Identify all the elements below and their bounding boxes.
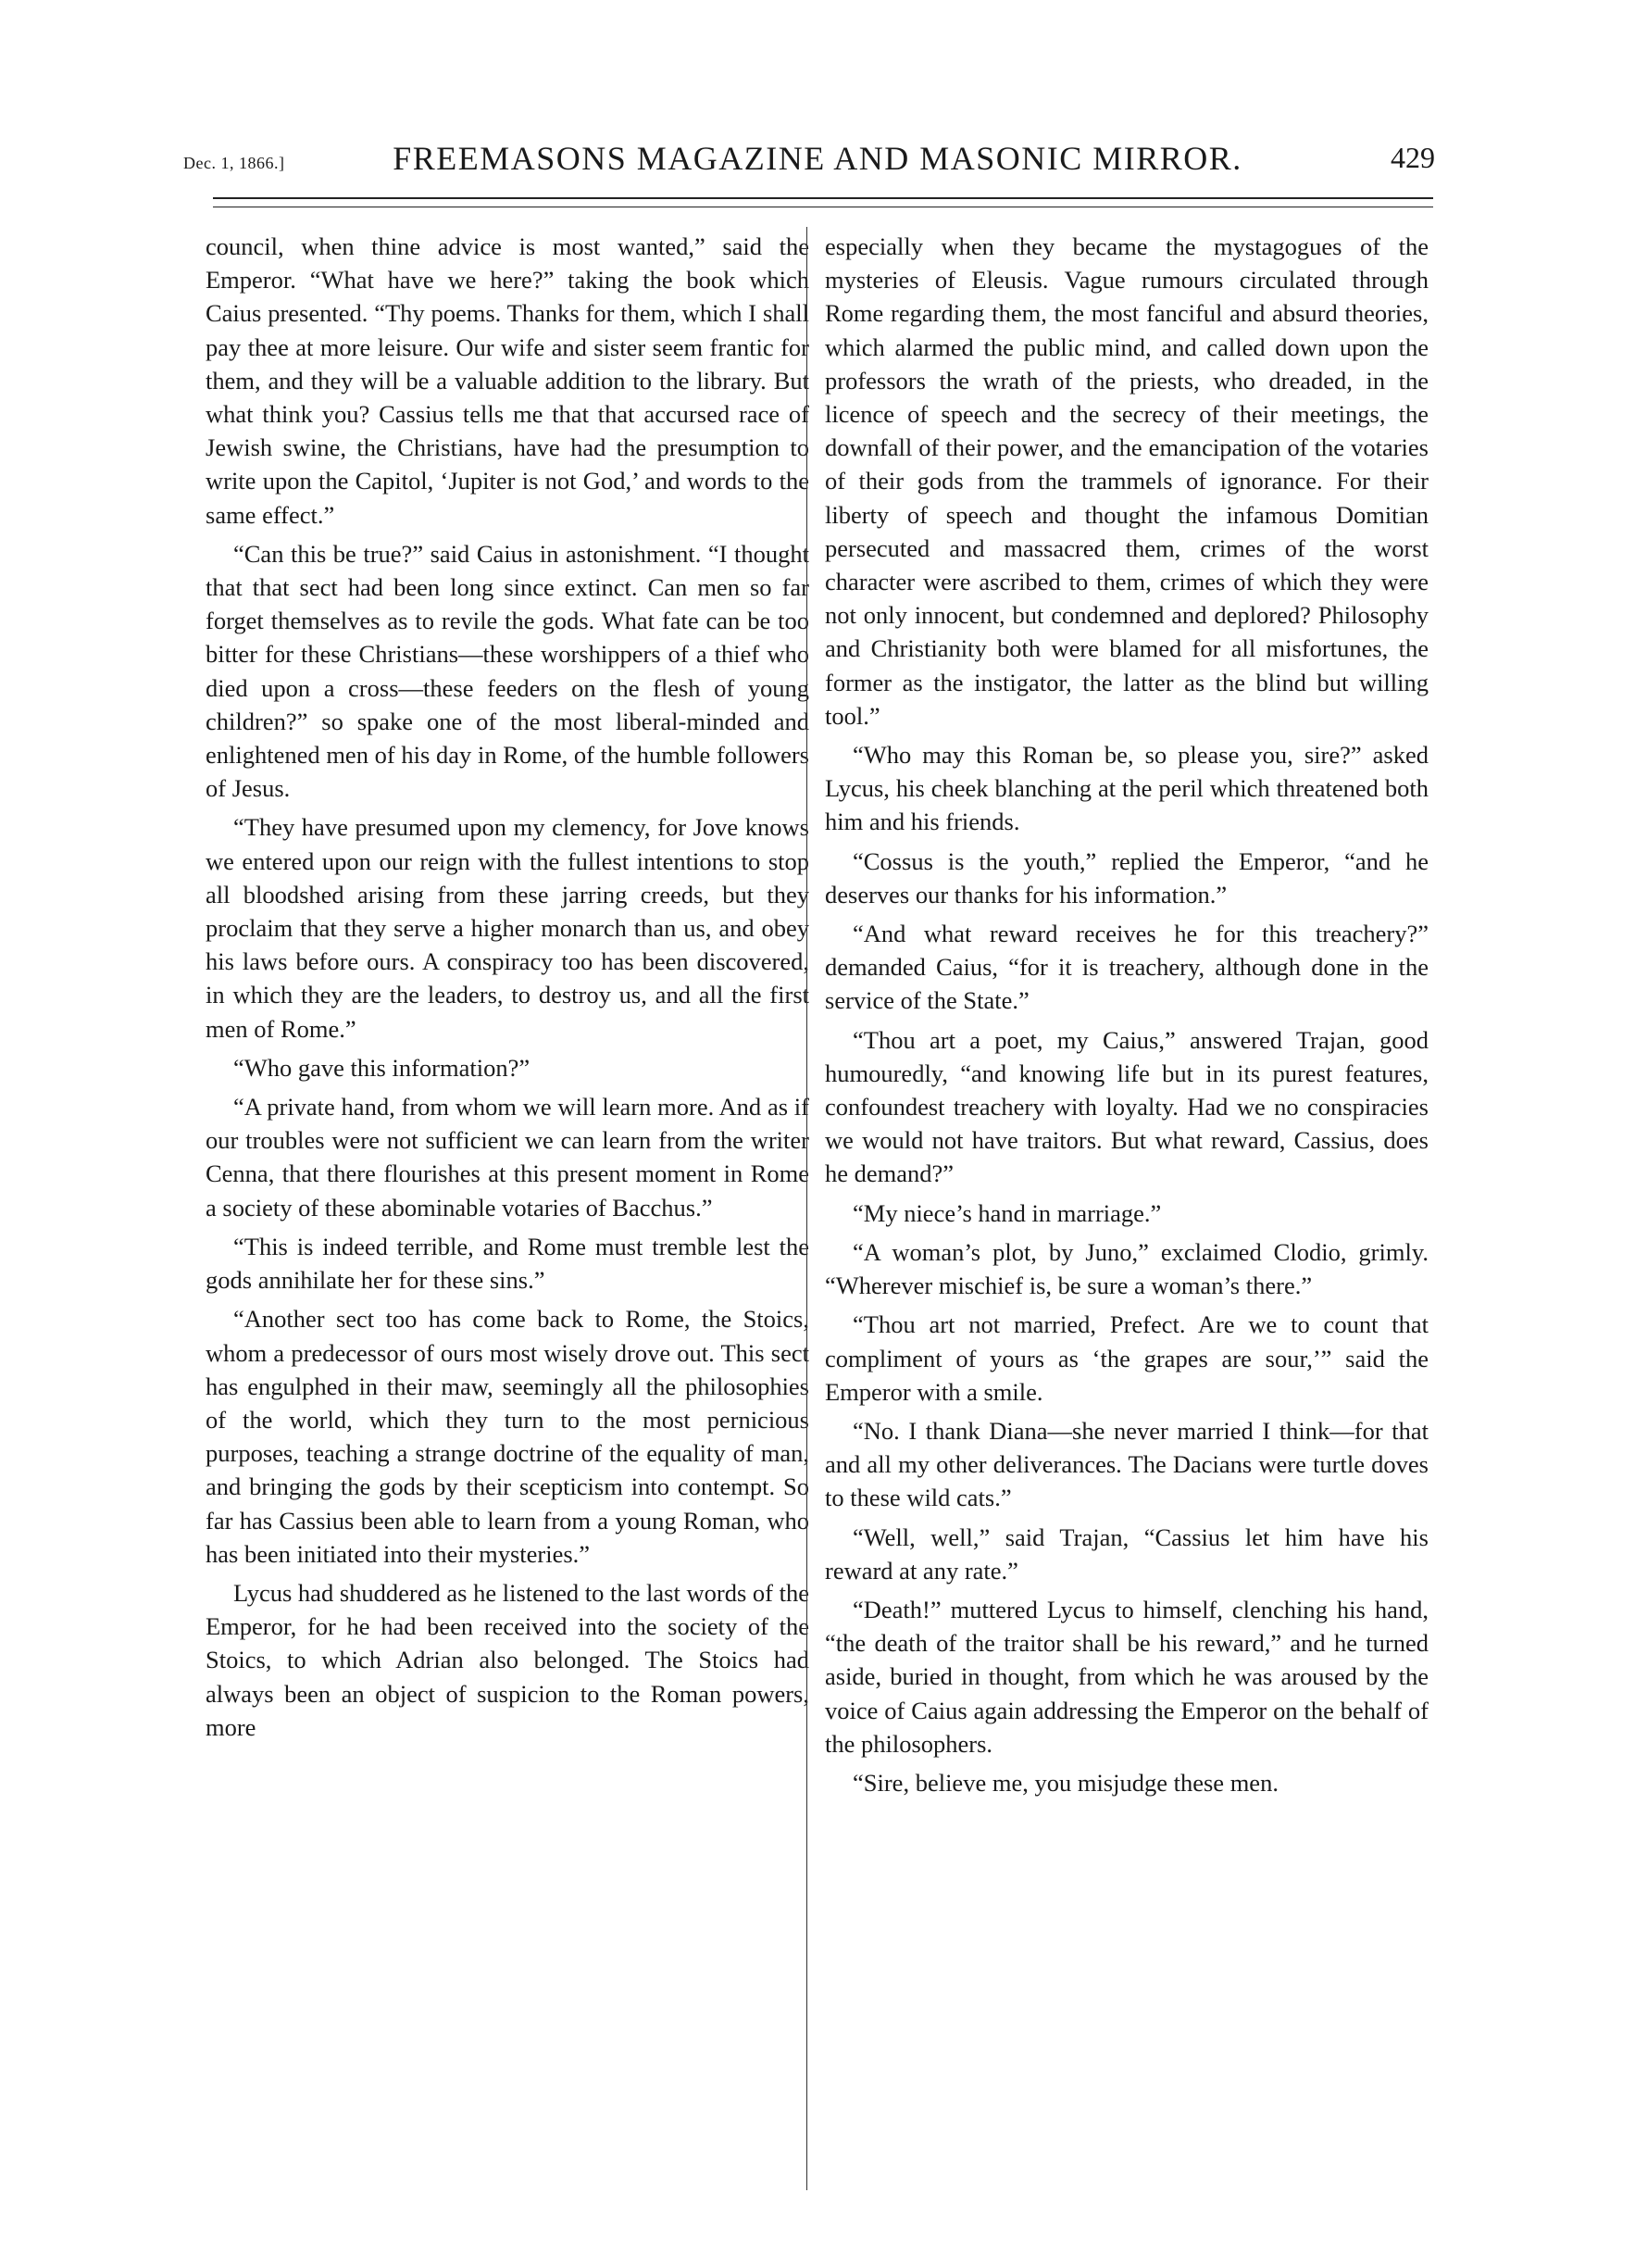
paragraph: “Another sect too has come back to Rome, the Stoics, whom a predecessor of ours most wisely drove out. This sect has engulphed in their maw, seemingly all the philosophies of the world, which they turn to the most pernicious purposes, teaching a strange doctrine of the equality of man, and bringing the gods by their scepticism into contempt. So far has Cassius been able to learn from a young Roman, who has been initiated into their mysteries.”	[206, 1305, 809, 1568]
paragraph: “Thou art not married, Prefect. Are we to count that compliment of yours as ‘the grapes are sour,’” said the Emperor with a smile.	[825, 1310, 1429, 1406]
left-column	[206, 230, 809, 1749]
paragraph: “They have presumed upon my clemency, for Jove knows we entered upon our reign with the fullest intentions to stop all bloodshed arising from these jarring creeds, but they proclaim that they serve a higher monarch than us, and obey his laws before ours. A conspiracy too has been discovered, in which they are the leaders, to destroy us, and all the first men of Rome.”	[206, 813, 809, 1043]
right-column	[825, 230, 1429, 1805]
paragraph: “My niece’s hand in marriage.”	[853, 1198, 1162, 1227]
paragraph: “Thou art a poet, my Caius,” answered Trajan, good humouredly, “and knowing life but in its purest features, confoundest treachery with loyalty. Had we no conspiracies we would not have traitors. But what reward, Cassius, does he demand?”	[825, 1025, 1429, 1188]
paragraph: “A woman’s plot, by Juno,” exclaimed Clodio, grimly. “Wherever mischief is, be sure a woman’s there.”	[825, 1237, 1429, 1300]
paragraph: “A private hand, from whom we will learn more. And as if our troubles were not sufficient we can learn from the writer Cenna, that there flourishes at this present moment in Rome a society of these abominable votaries of Bacchus.”	[206, 1093, 809, 1222]
paragraph: “This is indeed terrible, and Rome must tremble lest the gods annihilate her for these sins.”	[206, 1232, 809, 1295]
header-rule-thick	[213, 197, 1433, 199]
magazine-title: FREEMASONS MAGAZINE AND MASONIC MIRROR.	[393, 140, 1242, 177]
paragraph: Lycus had shuddered as he listened to the last words of the Emperor, for he had been received into the society of the Stoics, to which Adrian also belonged. The Stoics had always been an object of suspicion to the Roman powers, more	[206, 1578, 809, 1741]
paragraph: “No. I thank Diana—she never married I think—for that and all my other deliverances. The Dacians were turtle doves to these wild cats.”	[825, 1416, 1429, 1512]
paragraph: “Well, well,” said Trajan, “Cassius let him have his reward at any rate.”	[825, 1522, 1429, 1585]
page-number: 429	[1391, 141, 1435, 174]
paragraph: especially when they became the mystagogues of the mysteries of Eleusis. Vague rumours circulated through Rome regarding them, the most fanciful and absurd theories, which alarmed the public mind, and called down upon the professors the wrath of the priests, who dreaded, in the licence of speech and the secrecy of their meetings, the downfall of their power, and the emancipation of the votaries of their gods from the trammels of ignorance. For their liberty of speech and thought the infamous Domitian persecuted and massacred them, crimes of the worst character were ascribed to them, crimes of which they were not only innocent, but condemned and deplored? Philosophy and Christianity both were blamed for all misfortunes, the former as the instigator, the latter as the blind but willing tool.”	[825, 232, 1429, 730]
paragraph: “Cossus is the youth,” replied the Emperor, “and he deserves our thanks for his information.”	[825, 846, 1429, 908]
issue-date: Dec. 1, 1866.]	[183, 154, 285, 172]
column-divider	[806, 227, 807, 2190]
paragraph: “Sire, believe me, you misjudge these men.	[853, 1768, 1279, 1797]
paragraph: “Who gave this information?”	[233, 1053, 530, 1082]
paragraph: “Who may this Roman be, so please you, sire?” asked Lycus, his cheek blanching at the peril which threatened both him and his friends.	[825, 741, 1429, 836]
paragraph: council, when thine advice is most wanted,” said the Emperor. “What have we here?” taking the book which Caius presented. “Thy poems. Thanks for them, which I shall pay thee at more leisure. Our wife and sister seem frantic for them, and they will be a valuable addition to the library. But what think you? Cassius tells me that that accursed race of Jewish swine, the Christians, have had the presumption to write upon the Capitol, ‘Jupiter is not God,’ and words to the same effect.”	[206, 232, 809, 529]
paragraph: “Can this be true?” said Caius in astonishment. “I thought that that sect had been long since extinct. Can men so far forget themselves as to revile the gods. What fate can be too bitter for these Christians—these worshippers of a thief who died upon a cross—these feeders on the flesh of young children?” so spake one of the most liberal-minded and enlightened men of his day in Rome, of the humble followers of Jesus.	[206, 539, 809, 803]
paragraph: “And what reward receives he for this treachery?” demanded Caius, “for it is treachery, although done in the service of the State.”	[825, 920, 1429, 1015]
page-header	[183, 128, 1435, 193]
paragraph: “Death!” muttered Lycus to himself, clenching his hand, “the death of the traitor shall be his reward,” and he turned aside, buried in thought, from which he was aroused by the voice of Caius again addressing the Emperor on the behalf of the philosophers.	[825, 1595, 1429, 1758]
